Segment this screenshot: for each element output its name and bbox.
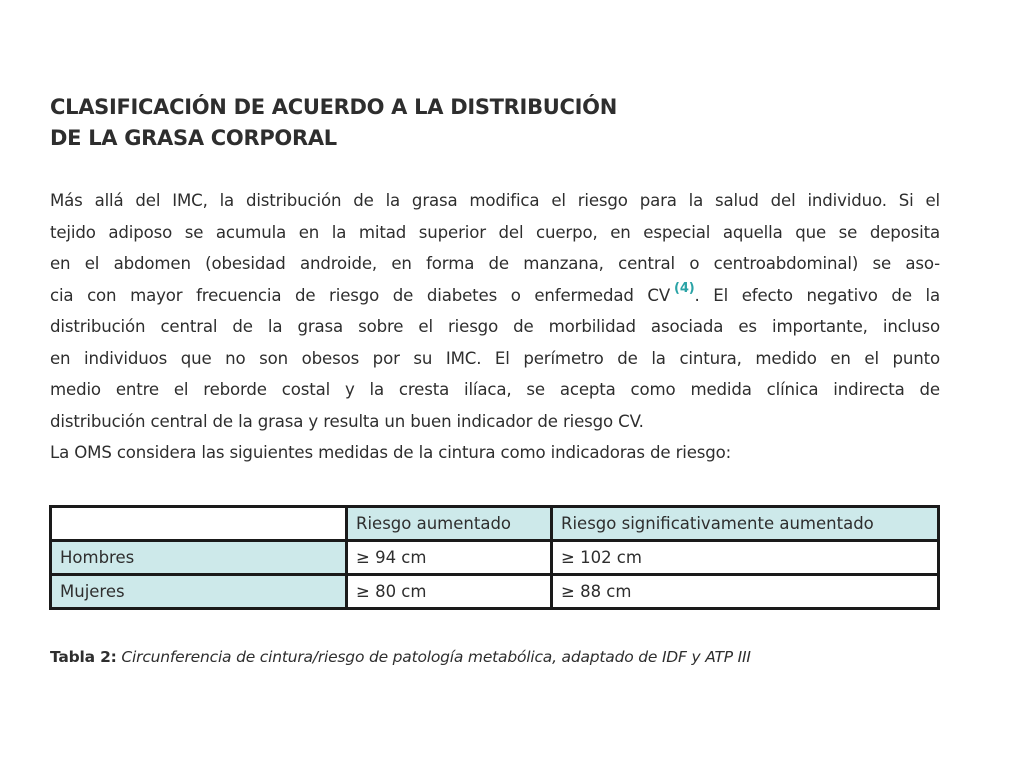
- table-header-cell: Riesgo significativamente aumentado: [552, 507, 939, 541]
- heading-line-2: DE LA GRASA CORPORAL: [50, 126, 337, 150]
- body-paragraph: [50, 185, 940, 469]
- table-caption: [50, 648, 751, 666]
- table-row-label: Hombres: [51, 541, 347, 575]
- section-heading: [50, 92, 950, 154]
- table-row-label: Mujeres: [51, 575, 347, 609]
- body-line-part: cia con mayor frecuencia de riesgo de diabetes o enfermedad CV: [50, 285, 671, 305]
- table-row: [51, 541, 939, 575]
- table-header-cell: Riesgo aumentado: [347, 507, 552, 541]
- citation-reference: (4): [674, 280, 695, 296]
- table-header-row: [51, 507, 939, 541]
- caption-label: Tabla 2:: [50, 648, 117, 666]
- heading-line-1: CLASIFICACIÓN DE ACUERDO A LA DISTRIBUCIÓN: [50, 95, 617, 119]
- body-line: Más allá del IMC, la distribución de la grasa modifica el riesgo para la salud del individuo. Si el: [50, 191, 940, 210]
- table-cell: ≥ 80 cm: [347, 575, 552, 609]
- body-line: medio entre el reborde costal y la cresta ilíaca, se acepta como medida clínica indirecta de: [50, 380, 940, 399]
- caption-text: Circunferencia de cintura/riesgo de patología metabólica, adaptado de IDF y ATP III: [121, 648, 751, 666]
- body-line-part: . El efecto negativo de la: [694, 285, 940, 305]
- table-cell: ≥ 88 cm: [552, 575, 939, 609]
- table-row: [51, 575, 939, 609]
- body-line: tejido adiposo se acumula en la mitad superior del cuerpo, en especial aquella que se deposita: [50, 222, 940, 242]
- body-line: La OMS considera las siguientes medidas de la cintura como indicadoras de riesgo:: [50, 443, 732, 462]
- body-line-with-citation: [50, 280, 940, 312]
- body-line: distribución central de la grasa y resulta un buen indicador de riesgo CV.: [50, 411, 644, 431]
- body-line: en individuos que no son obesos por su IMC. El perímetro de la cintura, medido en el punto: [50, 348, 940, 368]
- table-header-cell-empty: [51, 507, 347, 541]
- body-line: en el abdomen (obesidad androide, en forma de manzana, central o centroabdominal) se aso-: [50, 254, 940, 273]
- table-cell: ≥ 102 cm: [552, 541, 939, 575]
- waist-risk-table: [49, 505, 940, 610]
- body-line: distribución central de la grasa sobre el riesgo de morbilidad asociada es importante, incluso: [50, 317, 940, 336]
- table-cell: ≥ 94 cm: [347, 541, 552, 575]
- risk-table-container: [49, 505, 937, 610]
